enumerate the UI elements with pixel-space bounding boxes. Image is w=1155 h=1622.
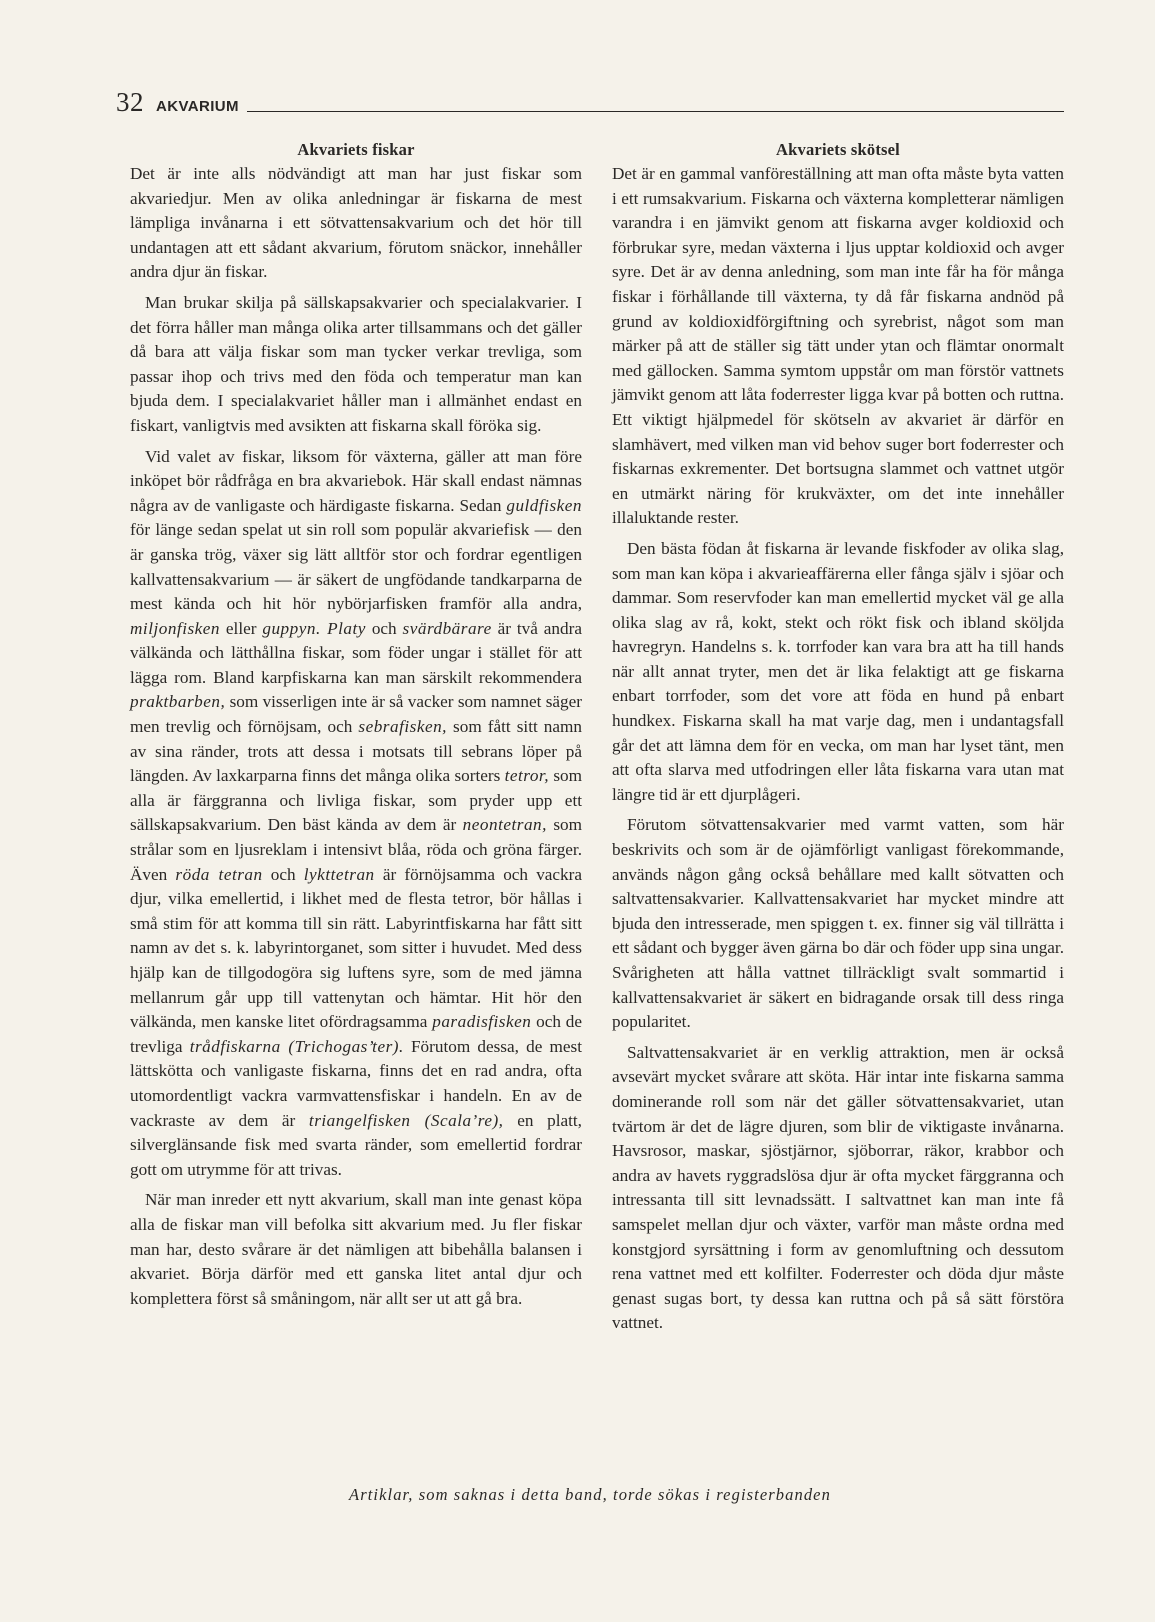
article-paragraph [612, 813, 1064, 1034]
italic-term: paradisfisken [432, 1012, 532, 1032]
text-run: Det är en gammal vanföreställning att man ofta måste byta vatten i ett rumsakvarium. Fiskarna och växterna kompletterar nämligen varandra i en jämvikt genom att fiskarna avger koldioxid och förbrukar syre, medan växterna i ljus upptar koldioxid och avger syre. Det är av denna anledning, som man inte får ha för många fiskar i förhållande till växterna, ty då får fiskarna andnöd på grund av koldioxidförgiftning och syrebrist, något som man märker på att de ställer sig tätt under ytan och flämtar onormalt med gällocken. Samma symtom uppstår om man förstör vattnets jämvikt genom att låta foderrester ligga kvar på botten och ruttna. Ett viktigt hjälpmedel för skötseln av akvariet är därför en slamhävert, med vilken man vid behov suger bort foderrester och fiskarnas exkrementer. Det bortsugna slammet och vattnet utgör en utmärkt näring för krukväxter, om det inte innehåller illaluktande rester. [612, 164, 1064, 528]
article-paragraph [130, 445, 582, 1183]
text-run: Man brukar skilja på sällskapsakvarier och specialakvarier. I det förra håller man många olika arter tillsammans och det gäller då bara att välja fiskar som man tycker verkar trevliga, som passar ihop och trivs med den föda och temperatur man kan bjuda dem. I specialakvariet håller man i allmänhet endast en fiskart, vanligtvis med avsikten att fiskarna skall föröka sig. [130, 292, 582, 435]
text-run: Förutom sötvattensakvarier med varmt vatten, som här beskrivits och som är de ojämförligt vanligast förekommande, används någon gång också behållare med kallt sötvatten och saltvattensakvarier. Kallvattensakvariet har mycket mindre att bjuda den intresserade, men spiggen t. ex. finner sig väl tillrätta i ett sådant och bygger även gärna bo där och föder upp sina ungar. Svårigheten att hålla vattnet tillräckligt svalt sommartid i kallvattensakvariet är säkert en bidragande orsak till dess ringa popularitet. [612, 815, 1064, 1032]
text-run: som alla är färggranna och livliga fiskar, som pryder upp ett sällskapsakvarium. Den bäst kända av dem är [130, 766, 582, 835]
running-header [116, 86, 1064, 116]
page-number: 32 [116, 87, 144, 117]
italic-term: praktbarben, [130, 692, 226, 712]
left-column-heading: Akvariets fiskar [297, 140, 415, 159]
italic-term: miljonfisken [130, 618, 221, 638]
article-paragraph [130, 1188, 582, 1311]
article-paragraph [130, 162, 582, 285]
article-paragraph [612, 1041, 1064, 1336]
text-run: Den bästa födan åt fiskarna är levande fiskfoder av olika slag, som man kan köpa i akvarieaffärerna eller fånga själv i sjöar och dammar. Som reservfoder kan man emellertid mycket väl ge alla olika slag av rå, kokt, stekt och rökt fisk och ibland sköljda havregryn. Handelns s. k. torrfoder kan vara bra att ha till hands när allt annat tryter, men det är lika felaktigt att ge fiskarna enbart torrfoder, som det vore att föda en hund på enbart hundkex. Fiskarna skall ha mat varje dag, men i undantagsfall går det att lämna dem för en vecka, om man har lyset tänt, men att ofta slarva med utfodringen eller låta fiskarna vara utan mat längre tid är ett djurplågeri. [612, 538, 1064, 804]
right-column-body [612, 162, 1064, 1336]
article-paragraph [612, 162, 1064, 531]
footer-note: Artiklar, som saknas i detta band, torde sökas i registerbanden [349, 1485, 831, 1504]
text-run: eller [220, 618, 263, 638]
text-run: och [365, 618, 403, 638]
text-run: Vid valet av fiskar, liksom för växterna, gäller att man före inköpet bör rådfråga en bra akvariebok. Här skall endast nämnas några av de vanligaste och härdigaste fiskarna. Sedan [130, 446, 582, 515]
text-run: Förutom dessa, de mest lättskötta och vanligaste fiskarna, finns det en rad andra, ofta utomordentligt vackra varmvattensfiskar i handeln. En av de vackraste av dem är [130, 1036, 582, 1130]
text-run: är två andra välkända och lätthållna fiskar, som föder ungar i stället för att lägga rom. Bland karpfiskarna kan man särskilt rekommendera [130, 618, 582, 687]
italic-term: neontetran, [462, 815, 547, 835]
article-paragraph [612, 537, 1064, 808]
italic-term: guldfisken [506, 495, 582, 515]
text-run: och [262, 864, 304, 884]
italic-term: guppyn. Platy [262, 618, 366, 638]
text-run: och de trevliga [130, 1012, 582, 1056]
right-column-heading: Akvariets skötsel [776, 140, 900, 159]
text-run: Saltvattensakvariet är en verklig attraktion, men är också avsevärt mycket svårare att sköta. Här intar inte fiskarna samma dominerande roll som när det gäller sötvattensakvariet, utan tvärtom är det de lägre djuren, som blir de viktigaste invånarna. Havsrosor, maskar, sjöstjärnor, sjöborrar, räkor, krabbor och andra av havets ryggradslösa djur är ofta mycket färggranna och intressanta till sitt levnadssätt. I saltvattnet kan man inte få samspelet mellan djur och växter, varför man måste ordna med konstgjord syrsättning i form av genomluftning och dessutom rena vattnet med ett kolfilter. Foderrester och döda djur måste genast sugas bort, ty dessa kan ruttna och på så sätt förstöra vattnet. [612, 1042, 1064, 1333]
text-run: som visserligen inte är så vacker som namnet säger men trevlig och förnöjsam, och [130, 692, 582, 737]
text-run: är förnöjsamma och vackra djur, vilka emellertid, i likhet med de flesta tetror, bör hållas i små stim för att komma till sin rätt. Labyrintfiskarna har fått sitt namn av det s. k. labyrintorganet, som sitter i huvudet. Med dess hjälp kan de tillgodogöra sig luftens syre, som de med jämna mellanrum går upp till vattenytan och hämtar. Hit hör den välkända, men kanske litet ofördragsamma [130, 864, 582, 1032]
text-run: för länge sedan spelat ut sin roll som populär akvariefisk — den är ganska trög, växer sig lätt alltför stor och fordrar egentligen kallvattensakvarium — är säkert de ungfödande tandkarparna de mest kända och hit hör nybörjarfisken framför alla andra, [130, 520, 582, 614]
article-paragraph [130, 291, 582, 439]
text-run: en platt, silverglänsande fisk med svarta ränder, som emellertid fordrar gott om utrymme för att trivas. [130, 1110, 582, 1179]
italic-term: sebrafisken, [358, 717, 447, 737]
header-rule [247, 111, 1064, 112]
text-run: som fått sitt namn av sina ränder, trots att dessa i motsats till sebrans löper på längden. Av laxkarparna finns det många olika sorters [130, 717, 582, 786]
text-run: När man inreder ett nytt akvarium, skall man inte genast köpa alla de fiskar man vill befolka sitt akvarium med. Ju fler fiskar man har, desto svårare är det nämligen att bibehålla balansen i akvariet. Börja därför med ett ganska litet antal djur och komplettera först så småningom, när allt ser ut att gå bra. [130, 1190, 582, 1308]
italic-term: tetror, [504, 766, 550, 786]
left-column [130, 138, 582, 1311]
italic-term: röda tetran [175, 864, 263, 884]
italic-term: lykttetran [303, 864, 375, 884]
right-column [612, 138, 1064, 1336]
italic-term: trådfiskarna (Trichogas’ter). [189, 1036, 404, 1056]
text-run: Det är inte alls nödvändigt att man har just fiskar som akvariedjur. Men av olika anledningar är fiskarna de mest lämpliga invånarna i ett sötvattensakvarium och det hör till undantagen att ett sådant akvarium, förutom snäckor, innehåller andra djur än fiskar. [130, 164, 582, 282]
italic-term: svärdbärare [402, 618, 492, 638]
italic-term: triangelfisken (Scala’re), [308, 1110, 504, 1130]
text-run: som strålar som en ljusreklam i intensivt blåa, röda och gröna färger. Även [130, 815, 582, 884]
running-title: AKVARIUM [156, 98, 239, 115]
left-column-body [130, 162, 582, 1311]
